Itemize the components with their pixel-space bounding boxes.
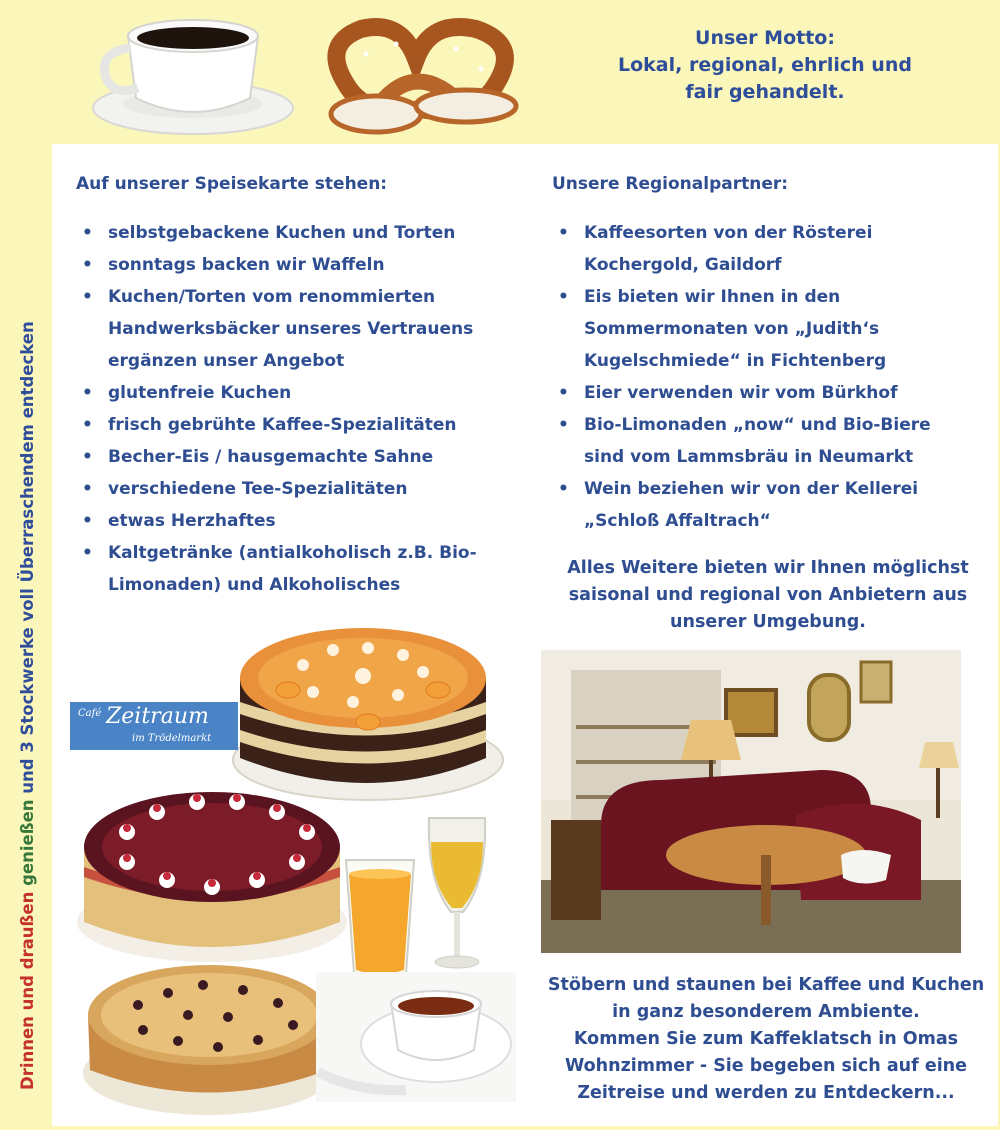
partners-section xyxy=(552,174,972,537)
closing-line: Wohnzimmer - Sie begeben sich auf eine xyxy=(564,1056,968,1076)
partner-item: • Wein beziehen wir von der Kellerei „Schloß Affaltrach“ xyxy=(552,473,974,537)
partners-closing-line: unserer Umgebung. xyxy=(670,612,866,632)
side-banner-part1: Drinnen und draußen xyxy=(18,891,37,1090)
logo-name: Zeitraum xyxy=(106,704,209,729)
menu-item: • frisch gebrühte Kaffee-Spezialitäten xyxy=(76,409,526,441)
menu-item: • Kaltgetränke (antialkoholisch z.B. Bio-Limonaden) und Alkoholisches xyxy=(76,537,498,601)
menu-item: • Becher-Eis / hausgemachte Sahne xyxy=(76,441,526,473)
menu-item: • selbstgebackene Kuchen und Torten xyxy=(76,217,526,249)
beer-glass-image xyxy=(425,812,490,972)
menu-section xyxy=(76,174,526,601)
logo-sub: im Trödelmarkt xyxy=(132,733,212,744)
raspberry-cake-image xyxy=(72,772,362,977)
partners-closing-line: Alles Weitere bieten wir Ihnen möglichst xyxy=(567,558,969,578)
partner-item: • Kaffeesorten von der Rösterei Kochergold, Gaildorf xyxy=(552,217,914,281)
partner-item: • Eis bieten wir Ihnen in den Sommermonaten von „Judith‘s Kugelschmiede“ in Fichtenberg xyxy=(552,281,924,377)
menu-item: • glutenfreie Kuchen xyxy=(76,377,526,409)
partners-closing-line: saisonal und regional von Anbietern aus xyxy=(568,585,968,605)
motto-line: Lokal, regional, ehrlich und xyxy=(618,54,912,76)
closing-line: in ganz besonderem Ambiente. xyxy=(612,1002,920,1022)
closing-line: Zeitreise und werden zu Entdeckern... xyxy=(577,1083,955,1103)
menu-item: • verschiedene Tee-Spezialitäten xyxy=(76,473,526,505)
pretzel-image xyxy=(316,14,526,139)
closing-block xyxy=(536,972,996,1107)
side-banner-part3: und 3 Stockwerke voll Überraschendem entdecken xyxy=(18,321,37,794)
juice-glass-image xyxy=(340,852,420,982)
cheesecake-image xyxy=(78,955,343,1125)
partner-item: • Eier verwenden wir vom Bürkhof xyxy=(552,377,972,409)
cafe-logo xyxy=(70,702,238,750)
living-room-photo xyxy=(541,650,961,953)
coffee-cup-image xyxy=(88,8,298,138)
menu-title: Auf unserer Speisekarte stehen: xyxy=(76,174,388,194)
side-banner xyxy=(18,200,37,1090)
partner-item: • Bio-Limonaden „now“ und Bio-Biere sind vom Lammsbräu in Neumarkt xyxy=(552,409,964,473)
menu-item: • Kuchen/Torten vom renommierten Handwerksbäcker unseres Vertrauens ergänzen unser Angebot xyxy=(76,281,498,377)
tea-cup-image xyxy=(316,972,516,1102)
motto-block xyxy=(590,25,940,106)
logo-prefix: Café xyxy=(78,708,102,719)
menu-list xyxy=(76,217,526,601)
partners-title: Unsere Regionalpartner: xyxy=(552,174,789,194)
closing-line: Stöbern und staunen bei Kaffee und Kuchen xyxy=(547,975,985,995)
menu-item: • sonntags backen wir Waffeln xyxy=(76,249,526,281)
closing-line: Kommen Sie zum Kaffeklatsch in Omas xyxy=(573,1029,959,1049)
motto-line: fair gehandelt. xyxy=(685,81,845,103)
menu-item: • etwas Herzhaftes xyxy=(76,505,526,537)
partners-closing xyxy=(548,555,988,636)
partners-list xyxy=(552,217,972,537)
side-banner-part2: genießen xyxy=(18,799,37,886)
motto-title: Unser Motto: xyxy=(695,27,835,49)
